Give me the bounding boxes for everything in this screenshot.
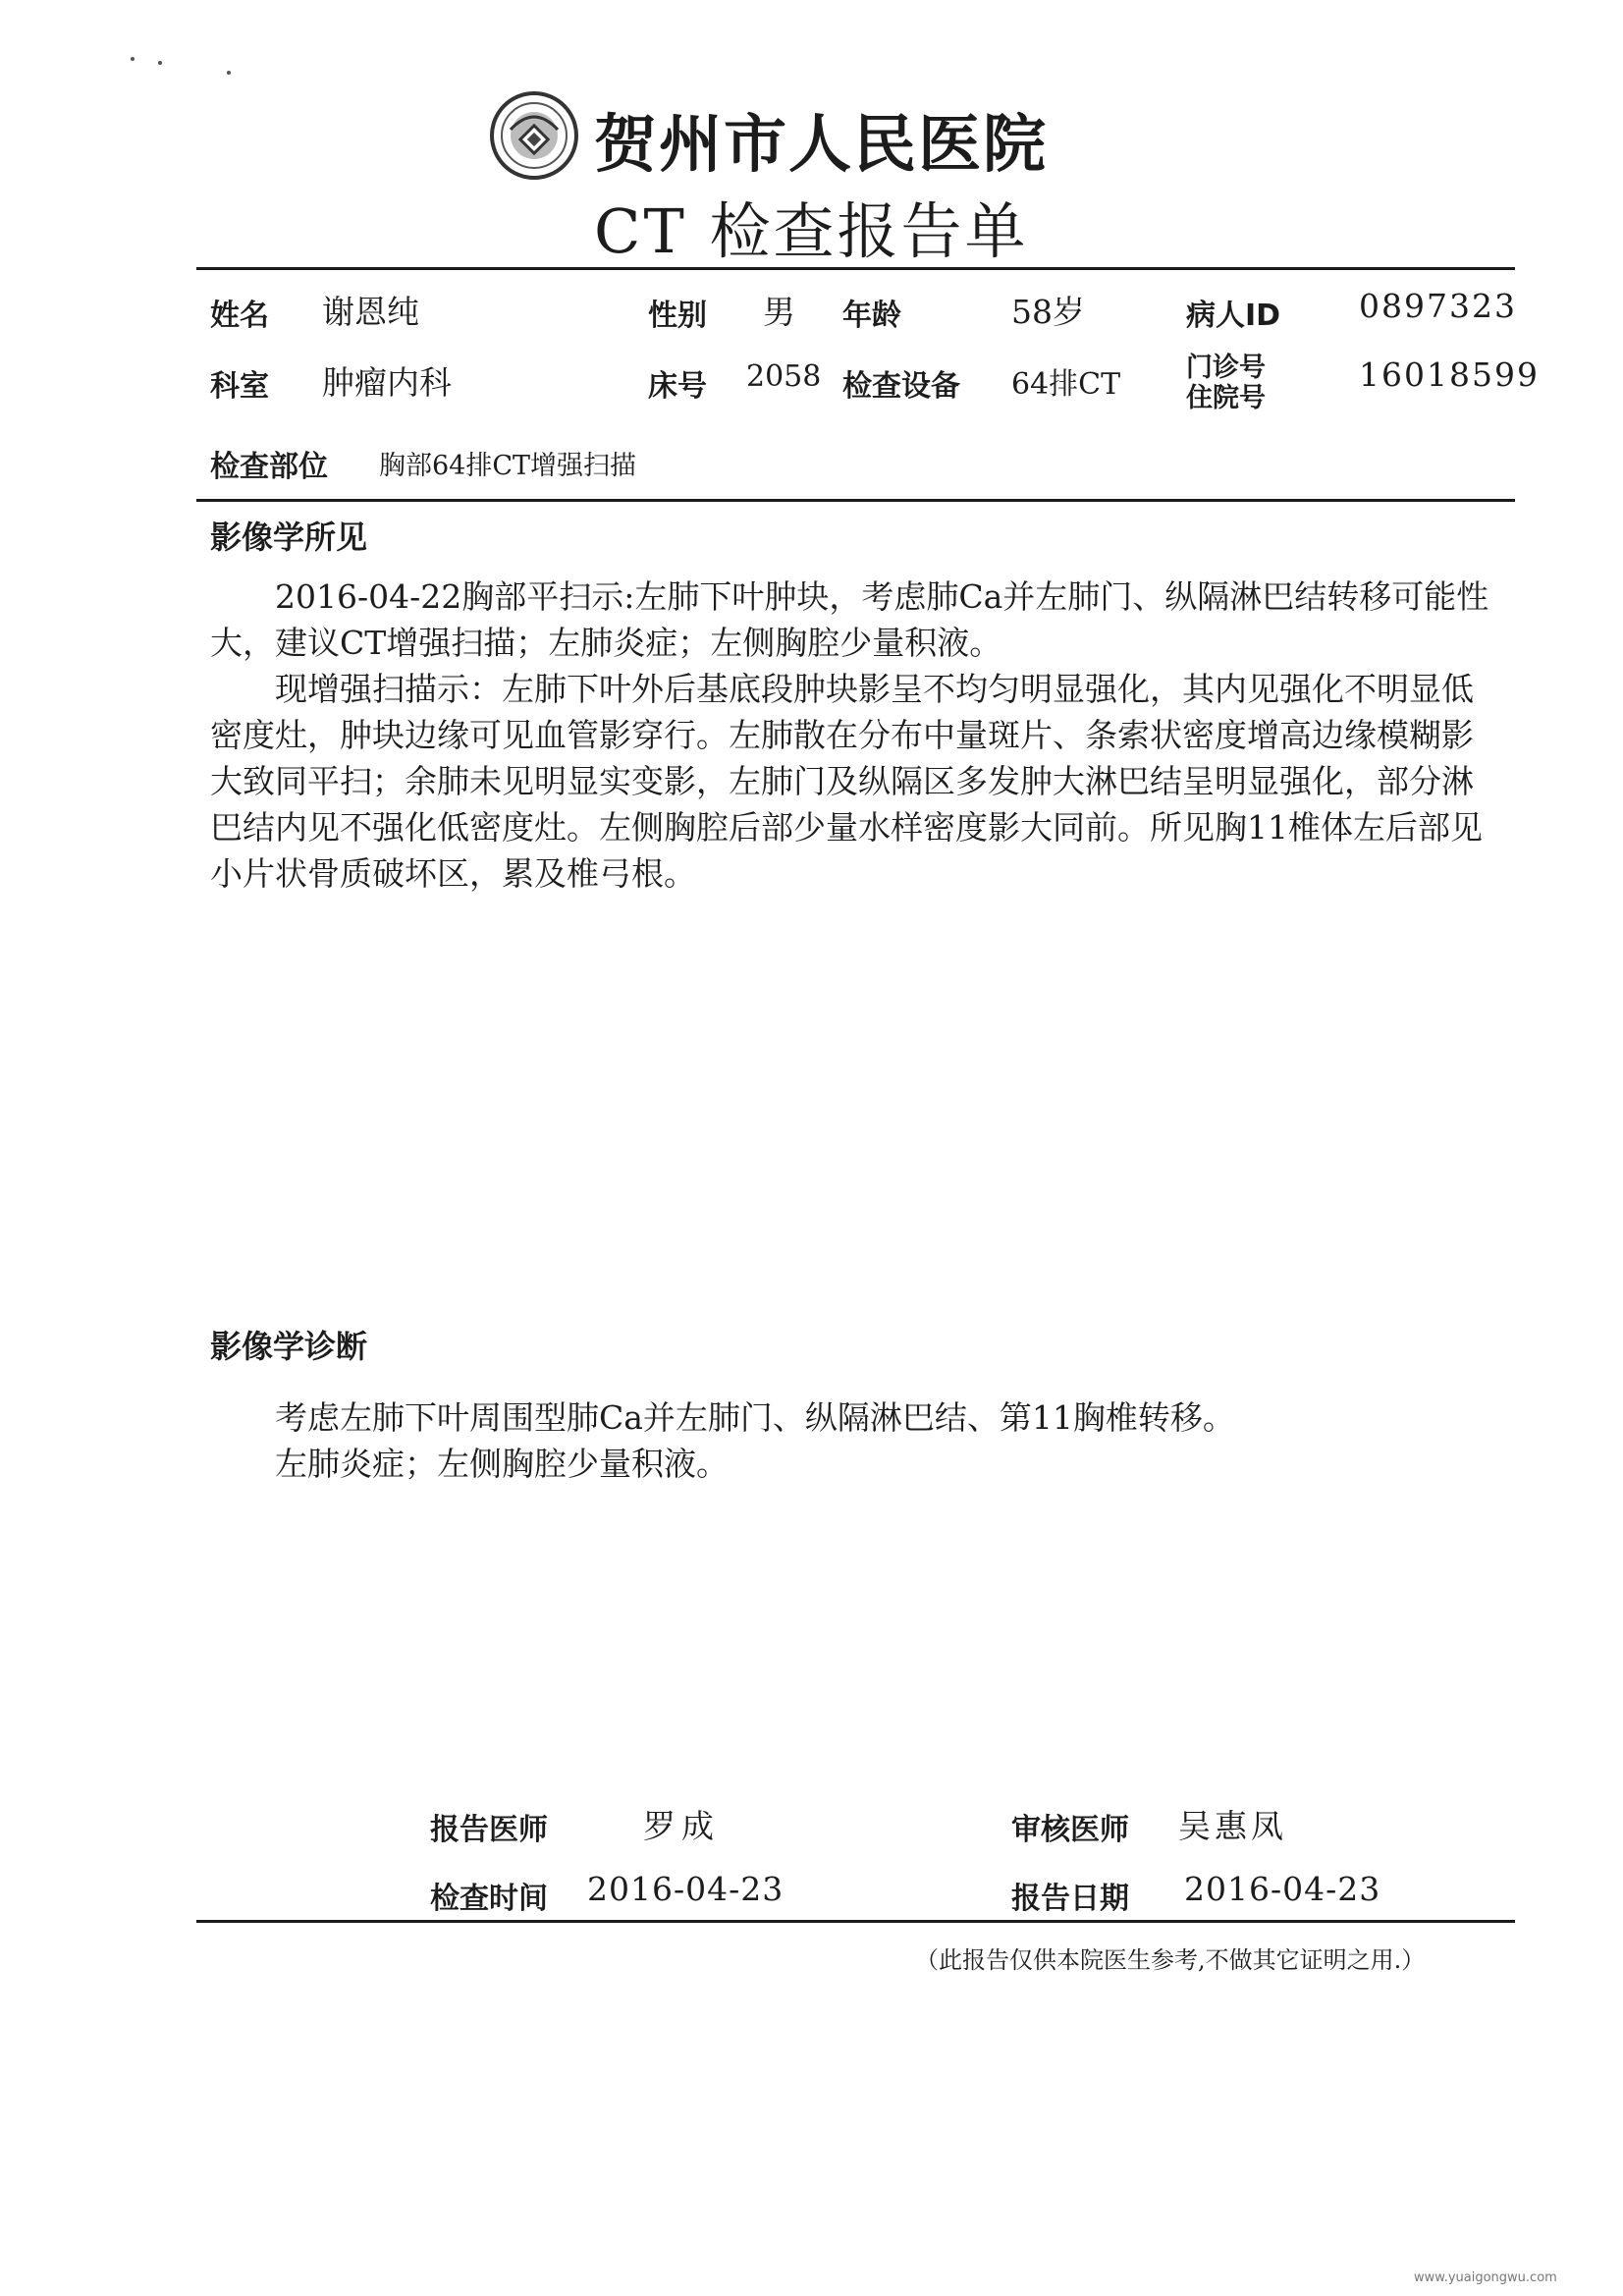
diagnosis-line-2: 左肺炎症；左侧胸腔少量积液。 xyxy=(275,1445,729,1483)
exam-time-label: 检查时间 xyxy=(430,1882,548,1916)
diagnosis-title: 影像学诊断 xyxy=(210,1328,368,1365)
exam-part: 胸部64排CT增强扫描 xyxy=(379,451,637,481)
patient-name: 谢恩纯 xyxy=(322,293,419,331)
exam-part-label: 检查部位 xyxy=(210,450,328,484)
diagnosis-line-1: 考虑左肺下叶周围型肺Ca并左肺门、纵隔淋巴结、第11胸椎转移。 xyxy=(275,1398,1235,1437)
watermark: www.yuaigongwu.com xyxy=(1414,2270,1557,2285)
patient-id: 0897323 xyxy=(1359,287,1517,325)
findings-title: 影像学所见 xyxy=(210,519,368,556)
patient-gender: 男 xyxy=(763,293,795,331)
report-title: CT 检查报告单 xyxy=(594,195,1029,267)
inpatient-number: 16018599 xyxy=(1359,355,1540,394)
age-label: 年龄 xyxy=(842,299,901,333)
name-label: 姓名 xyxy=(210,299,269,333)
findings-paragraph-1: 2016-04-22胸部平扫示:左肺下叶肿块，考虑肺Ca并左肺门、纵隔淋巴结转移可能性大，建议CT增强扫描；左肺炎症；左侧胸腔少量积液。 xyxy=(210,577,1489,662)
bed-label: 床号 xyxy=(648,369,707,404)
patient-id-label: 病人ID xyxy=(1186,299,1281,333)
header-divider xyxy=(196,267,1515,270)
diagnosis-text xyxy=(210,1394,1504,1487)
inpatient-label: 住院号 xyxy=(1186,383,1266,413)
gender-label: 性别 xyxy=(648,299,707,333)
exam-time: 2016-04-23 xyxy=(587,1870,784,1908)
findings-text xyxy=(210,574,1504,897)
report-date: 2016-04-23 xyxy=(1184,1870,1381,1908)
device-label: 检查设备 xyxy=(842,369,960,404)
review-doctor: 吴惠凤 xyxy=(1178,1807,1287,1845)
dept-label: 科室 xyxy=(210,369,269,404)
patient-dept: 肿瘤内科 xyxy=(322,363,452,402)
exam-device: 64排CT xyxy=(1011,367,1121,402)
info-divider xyxy=(196,499,1515,502)
findings-paragraph-2: 现增强扫描示：左肺下叶外后基底段肿块影呈不均匀明显强化，其内见强化不明显低密度灶，肿块边缘可见血管影穿行。左肺散在分布中量斑片、条索状密度增高边缘模糊影大致同平扫；余肺未见明显实变影，左肺门及纵隔区多发肿大淋巴结呈明显强化，部分淋巴结内见不强化低密度灶。左侧胸腔后部少量水样密度影大同前。所见胸11椎体左后部见小片状骨质破坏区，累及椎弓根。 xyxy=(210,670,1483,893)
scan-speck xyxy=(227,71,231,75)
footer-divider xyxy=(196,1920,1515,1923)
scan-speck xyxy=(131,57,135,61)
outpatient-label: 门诊号 xyxy=(1186,353,1266,383)
scan-speck xyxy=(158,61,162,65)
patient-age: 58岁 xyxy=(1011,293,1085,331)
hospital-logo-icon xyxy=(489,90,579,181)
hospital-name: 贺州市人民医院 xyxy=(594,108,1048,182)
report-doctor-label: 报告医师 xyxy=(430,1813,548,1847)
review-doctor-label: 审核医师 xyxy=(1011,1813,1129,1847)
patient-bed: 2058 xyxy=(746,359,822,394)
report-doctor: 罗成 xyxy=(643,1807,720,1845)
report-date-label: 报告日期 xyxy=(1011,1882,1129,1916)
disclaimer: （此报告仅供本院医生参考,不做其它证明之用.） xyxy=(915,1946,1426,1974)
